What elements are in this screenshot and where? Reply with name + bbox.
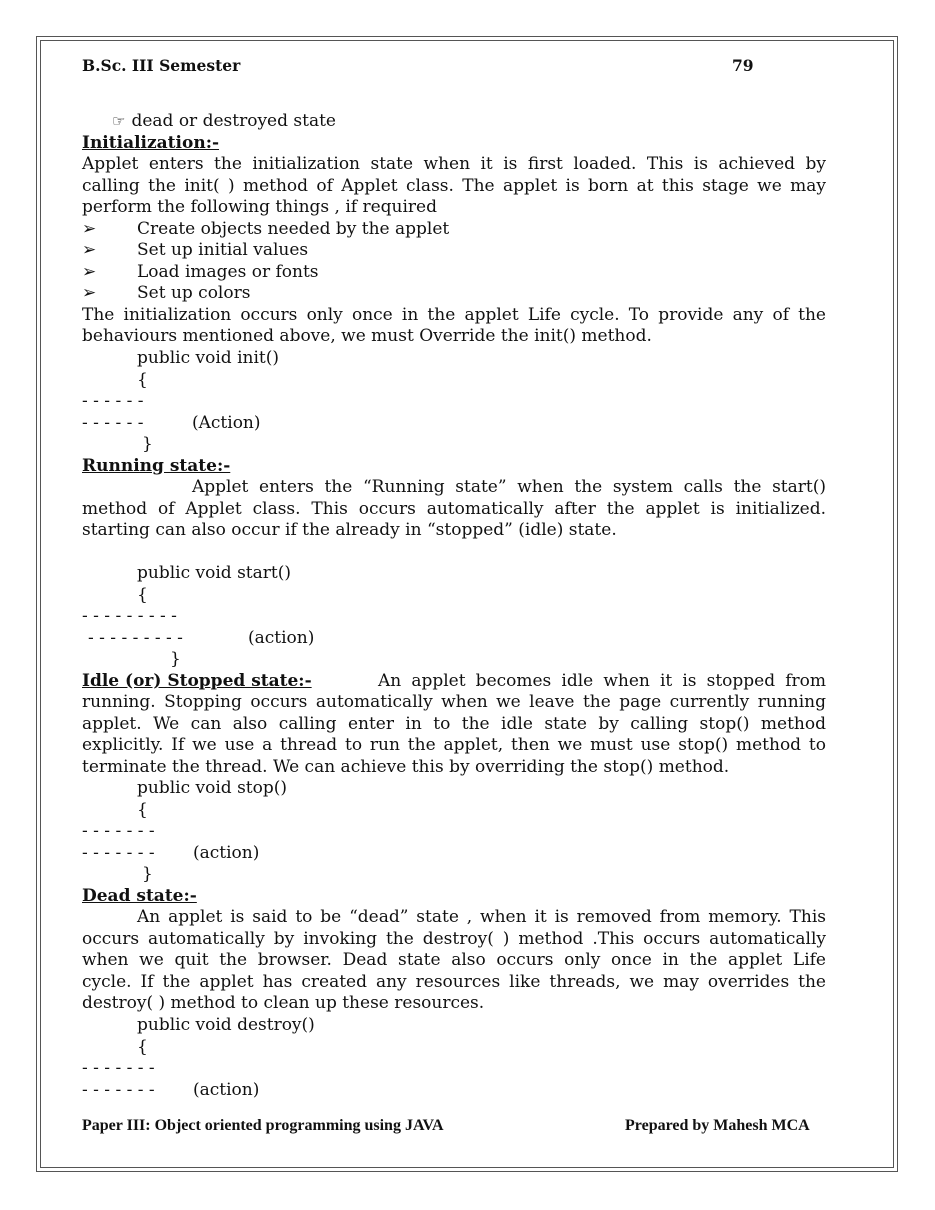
footer-author: Prepared by Mahesh MCA xyxy=(625,1117,810,1134)
code-placeholder: - - - - - - xyxy=(82,413,144,433)
idle-para-line: An applet becomes idle when it is stopped from xyxy=(378,671,826,691)
code-placeholder: - - - - - - - xyxy=(82,1080,155,1100)
code-action-label: (Action) xyxy=(192,413,261,433)
code-open-brace: { xyxy=(137,800,148,820)
code-close-brace: } xyxy=(142,434,153,454)
code-open-brace: { xyxy=(137,585,148,605)
pointing-hand-icon: ☞ xyxy=(112,112,126,130)
code-open-brace: { xyxy=(137,1037,148,1057)
dead-para-line: An applet is said to be “dead” state , when it is removed from memory. This xyxy=(137,907,826,927)
code-action-label: (action) xyxy=(193,1080,260,1100)
page-number: 79 xyxy=(732,56,754,75)
heading-idle-state: Idle (or) Stopped state:- xyxy=(82,671,312,691)
code-close-brace: } xyxy=(142,864,153,884)
dead-para-line: occurs automatically by invoking the destroy( ) method .This occurs automatically xyxy=(82,929,826,949)
code-placeholder: - - - - - - - xyxy=(82,821,155,841)
code-placeholder: - - - - - - xyxy=(82,391,144,411)
arrow-bullet-icon: ➢ xyxy=(82,262,97,282)
intro-item-text: dead or destroyed state xyxy=(131,111,336,131)
header-title: B.Sc. III Semester xyxy=(82,56,241,75)
code-signature: public void start() xyxy=(137,563,291,583)
code-signature: public void init() xyxy=(137,348,279,368)
footer-paper-title: Paper III: Object oriented programming using JAVA xyxy=(82,1117,444,1134)
dead-para-line: when we quit the browser. Dead state also occurs only once in the applet Life xyxy=(82,950,826,970)
arrow-bullet-icon: ➢ xyxy=(82,219,97,239)
code-action-label: (action) xyxy=(193,843,260,863)
init-para2-line: behaviours mentioned above, we must Override the init() method. xyxy=(82,326,652,346)
code-placeholder: - - - - - - - xyxy=(82,1058,155,1078)
init-para-line: perform the following things , if required xyxy=(82,197,437,217)
heading-initialization: Initialization:- xyxy=(82,133,220,153)
idle-para-line: terminate the thread. We can achieve this by overriding the stop() method. xyxy=(82,757,730,777)
list-item-text: Set up initial values xyxy=(137,240,309,260)
idle-para-line: applet. We can also calling enter in to the idle state by calling stop() method xyxy=(82,714,826,734)
code-placeholder: - - - - - - - xyxy=(82,843,155,863)
running-para-line: method of Applet class. This occurs automatically after the applet is initialized. xyxy=(82,499,826,519)
code-signature: public void stop() xyxy=(137,778,288,798)
list-item-text: Load images or fonts xyxy=(137,262,319,282)
code-signature: public void destroy() xyxy=(137,1015,315,1035)
dead-para-line: destroy( ) method to clean up these resources. xyxy=(82,993,485,1013)
list-item-text: Create objects needed by the applet xyxy=(137,219,450,239)
running-para-line: starting can also occur if the already in “stopped” (idle) state. xyxy=(82,520,617,540)
dead-para-line: cycle. If the applet has created any resources like threads, we may overrides the xyxy=(82,972,826,992)
code-close-brace: } xyxy=(170,649,181,669)
intro-list-item xyxy=(112,111,336,131)
code-open-brace: { xyxy=(137,370,148,390)
code-action-label: (action) xyxy=(248,628,315,648)
idle-para-line: running. Stopping occurs automatically when we leave the page currently running xyxy=(82,692,826,712)
arrow-bullet-icon: ➢ xyxy=(82,283,97,303)
arrow-bullet-icon: ➢ xyxy=(82,240,97,260)
heading-dead-state: Dead state:- xyxy=(82,886,197,906)
list-item-text: Set up colors xyxy=(137,283,251,303)
code-placeholder: - - - - - - - - - xyxy=(82,606,177,626)
init-para-line: Applet enters the initialization state when it is first loaded. This is achieved by xyxy=(82,154,826,174)
code-placeholder: - - - - - - - - - xyxy=(88,628,183,648)
running-para-line: Applet enters the “Running state” when the system calls the start() xyxy=(192,477,826,497)
init-para2-line: The initialization occurs only once in the applet Life cycle. To provide any of the xyxy=(82,305,826,325)
heading-running-state: Running state:- xyxy=(82,456,231,476)
idle-para-line: explicitly. If we use a thread to run the applet, then we must use stop() method to xyxy=(82,735,826,755)
init-para-line: calling the init( ) method of Applet class. The applet is born at this stage we may xyxy=(82,176,826,196)
